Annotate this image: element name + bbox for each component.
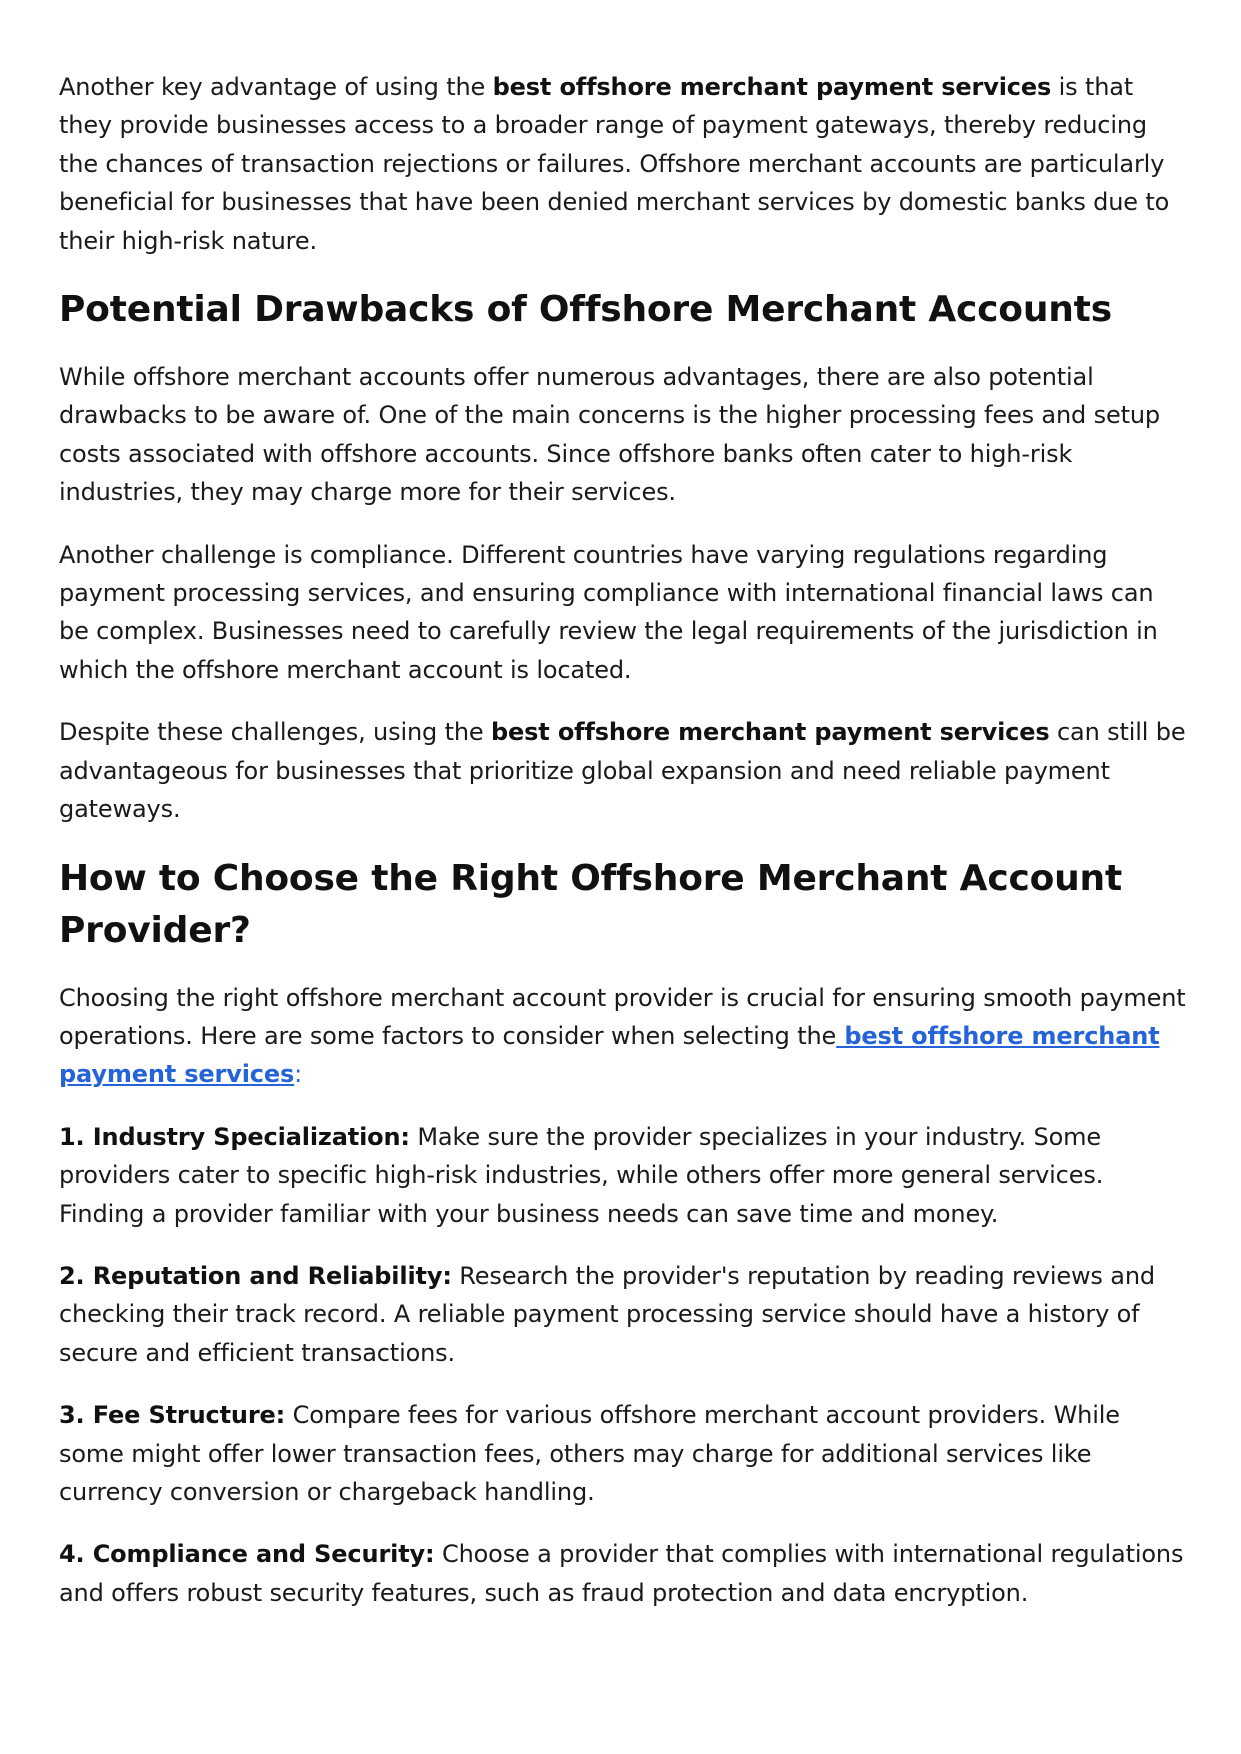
factor-title: 4. Compliance and Security: xyxy=(59,1540,435,1569)
drawbacks-paragraph-3 xyxy=(59,713,1189,828)
choose-intro-before: Choosing the right offshore merchant account provider is crucial for ensuring smooth payment operations. Here are some factors to consider when selecting the xyxy=(59,983,1186,1050)
drawbacks-p3-before: Despite these challenges, using the xyxy=(59,718,492,747)
factor-title: 3. Fee Structure: xyxy=(59,1401,286,1430)
intro-text-after: is that they provide businesses access to a broader range of payment gateways, thereby reducing the chances of transaction rejections or failures. Offshore merchant accounts are particularly beneficial for businesses that have been denied merchant services by domestic banks due to their high-risk nature. xyxy=(59,73,1170,255)
factor-item xyxy=(59,1257,1189,1372)
drawbacks-p3-bold-keyword: best offshore merchant payment services xyxy=(491,718,1050,747)
intro-text-before: Another key advantage of using the xyxy=(59,73,493,101)
factor-title: 1. Industry Specialization: xyxy=(59,1122,410,1151)
factor-item xyxy=(59,1118,1189,1233)
intro-paragraph xyxy=(59,68,1189,260)
factor-text: Research the provider's reputation by reading reviews and checking their track record. A reliable payment processing service should have a history of secure and efficient transactions. xyxy=(59,1261,1155,1367)
drawbacks-paragraph-1: While offshore merchant accounts offer numerous advantages, there are also potential drawbacks to be aware of. One of the main concerns is the higher processing fees and setup costs associated with offshore accounts. Since offshore banks often cater to high-risk industries, they may charge more for their services. xyxy=(59,363,1160,507)
drawbacks-heading: Potential Drawbacks of Offshore Merchant Accounts xyxy=(59,289,1112,331)
factor-text: Make sure the provider specializes in your industry. Some providers cater to specific high-risk industries, while others offer more general services. Finding a provider familiar with your business needs can save time and money. xyxy=(59,1122,1104,1228)
document-page xyxy=(59,68,1189,1636)
factor-title: 2. Reputation and Reliability: xyxy=(59,1261,452,1290)
factor-text: Compare fees for various offshore merchant account providers. While some might offer lower transaction fees, others may charge for additional services like currency conversion or chargeback handling. xyxy=(59,1401,1120,1506)
intro-bold-keyword: best offshore merchant payment services xyxy=(492,73,1052,101)
best-offshore-services-link[interactable]: best offshore merchant payment services xyxy=(59,1021,1160,1089)
choose-heading: How to Choose the Right Offshore Merchant Account Provider? xyxy=(59,857,1122,951)
factor-item xyxy=(59,1535,1189,1612)
choose-intro-after: : xyxy=(294,1060,303,1089)
drawbacks-p3-after: can still be advantageous for businesses that prioritize global expansion and need reliable payment gateways. xyxy=(59,718,1186,824)
choose-intro-paragraph xyxy=(59,979,1189,1094)
drawbacks-paragraph-2: Another challenge is compliance. Different countries have varying regulations regarding payment processing services, and ensuring compliance with international financial laws can be complex. Businesses need to carefully review the legal requirements of the jurisdiction in which the offshore merchant account is located. xyxy=(59,540,1158,684)
factor-item xyxy=(59,1396,1189,1511)
factor-text: Choose a provider that complies with international regulations and offers robust security features, such as fraud protection and data encryption. xyxy=(59,1540,1184,1607)
